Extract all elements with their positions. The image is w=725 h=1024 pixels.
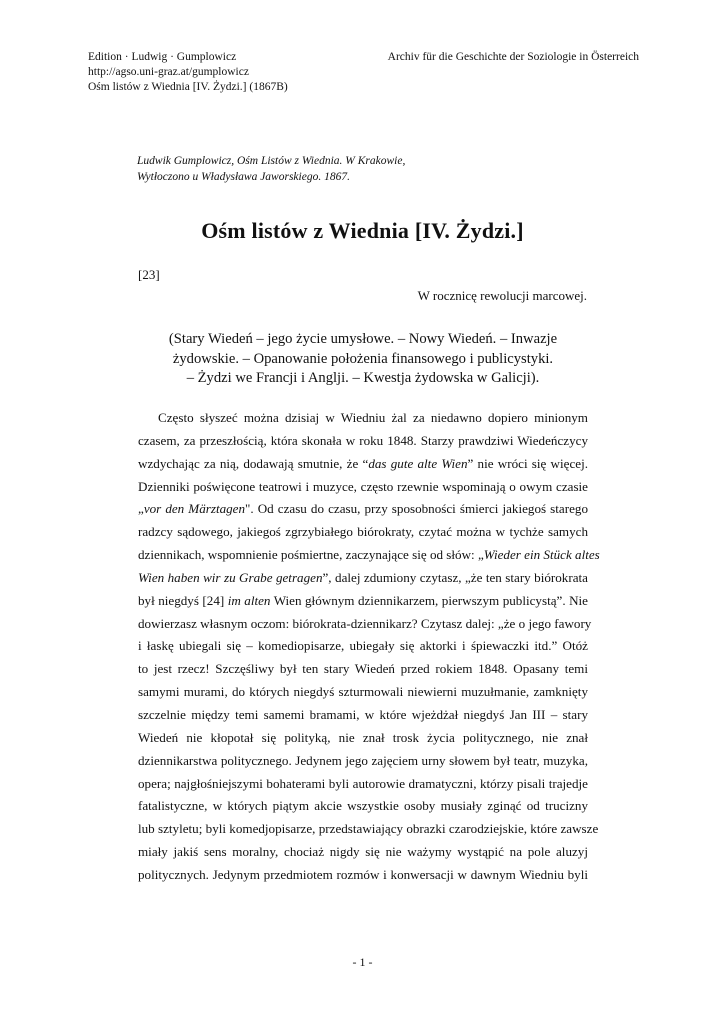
body-run: i łaskę ubiegali się – komediopisarze, ubiegały się aktorki i śpiewaczki itd.” Otóż [138,638,588,654]
body-line [138,521,588,544]
document-title: Ośm listów z Wiednia [IV. Żydzi.] [201,218,524,243]
body-line [138,818,599,841]
body-run: Wien głównym dziennikarzem, pierwszym publicystą”. Nie [270,592,588,608]
body-run: Wiedeń nie kłopotał się polityką, nie znał trosk życia politycznego, nie znał [138,729,588,745]
body-line [138,453,588,476]
body-line [138,476,588,499]
header-edition: Edition · Ludwig · Gumplowicz [88,51,237,63]
body-run: ” nie wróci się więcej. [467,455,588,471]
body-line [138,544,600,567]
body-run: dowierzasz własnym oczom: biórokrata-dziennikarz? Czytasz dalej: „że o jego fawory [138,615,592,631]
summary-line: żydowskie. – Opanowanie położenia finansowego i publicystyki. [172,350,554,367]
body-run: dziennikach, wspomnienie pośmiertne, zaczynające się od słów: „ [138,547,484,563]
body-line [138,613,592,636]
source-citation [137,153,597,185]
page-number: - 1 - [352,955,373,969]
body-italic-run: vor den Märztagen [143,501,246,517]
header-archive: Archiv für die Geschichte der Soziologie in Österreich [387,51,639,63]
body-italic-run: Wien haben wir zu Grabe getragen [138,569,323,585]
body-paragraph [138,407,600,887]
body-line [138,430,588,453]
body-line [138,498,588,521]
body-run: politycznych. Jedynym przedmiotem rozmów i konwersacji w dawnym Wiedniu byli [138,866,588,882]
body-line [138,864,588,887]
body-line [138,658,588,681]
body-run: opera; najgłośniejszymi bohaterami byli autorowie dramatyczni, którzy pisali trajedje [138,775,588,791]
body-line [138,795,588,818]
source-line: Wytłoczono u Władysława Jaworskiego. 1867. [137,171,350,183]
header-left [88,50,288,95]
body-line [138,841,588,864]
body-run: radzcy sądowego, jakiegoś zgrzybiałego biórokraty, czytać można w tychże samych [138,524,588,540]
body-run: „ [138,501,144,517]
body-run: samymi murami, do których niegdyś szturmowali niewierni muzułmanie, zamknięty [138,684,588,700]
body-run: szczelnie między temi samemi bramami, w które wjeżdżał niegdyś Jan III – stary [138,706,588,722]
body-line [138,567,588,590]
body-line [138,704,588,727]
source-line: Ludwik Gumplowicz, Ośm Listów z Wiednia. W Krakowie, [137,155,406,167]
body-run: lub sztyletu; byli komedjopisarze, przedstawiający obrazki czarodziejskie, które zawsze [138,821,599,837]
body-line [138,750,588,773]
body-italic-run: das gute alte Wien [368,455,468,471]
body-run: fatalistyczne, w których piątym akcie wszystkie osoby musiały zginąć od trucizny [138,798,588,814]
body-line [138,773,588,796]
body-run: był niegdyś [24] [138,592,228,608]
chapter-summary [137,330,589,389]
body-run: Często słyszeć można dzisiaj w Wiedniu żal za niedawno dopiero minionym [158,410,588,425]
body-line [138,590,588,613]
body-run: dziennikarstwa politycznego. Jedynem jego zajęciem urny słowem był teatr, muzyka, [138,752,588,768]
body-run: ". Od czasu do czasu, przy sposobności śmierci jakiegoś starego [245,501,588,517]
body-line [138,635,588,658]
page-marker: [23] [138,267,160,282]
body-run: ”, dalej zdumiony czytasz, „że ten stary biórokrata [322,569,588,585]
body-run: to jest rzecz! Szczęśliwy był ten stary Wiedeń przed rokiem 1848. Opasany temi [138,661,588,677]
header-url: http://agso.uni-graz.at/gumplowicz [88,66,249,78]
body-line [138,681,588,704]
body-line [138,407,588,430]
body-italic-run: Wieder ein Stück altes [483,547,600,563]
body-line [138,727,588,750]
body-run: czasem, za przeszłością, która skonała w roku 1848. Starzy prawdziwi Wiedeńczycy [138,432,588,448]
header-work-title: Ośm listów z Wiednia [IV. Żydzi.] (1867B) [88,81,288,93]
body-run: wzdychając za nią, dodawają smutnie, że “ [138,455,369,471]
summary-line: (Stary Wiedeń – jego życie umysłowe. – Nowy Wiedeń. – Inwazje [168,331,558,347]
body-italic-run: im alten [227,592,271,608]
dedication: W rocznicę rewolucji marcowej. [417,288,587,303]
body-run: Dzienniki poświęcone teatrowi i muzyce, często rzewnie wspominają o owym czasie [138,478,588,494]
body-run: miały jakiś sens moralny, chociaż nigdy się nie ważymy wystąpić na pole aluzyj [138,844,588,860]
summary-line: – Żydzi we Francji i Anglji. – Kwestja żydowska w Galicji). [186,370,540,386]
